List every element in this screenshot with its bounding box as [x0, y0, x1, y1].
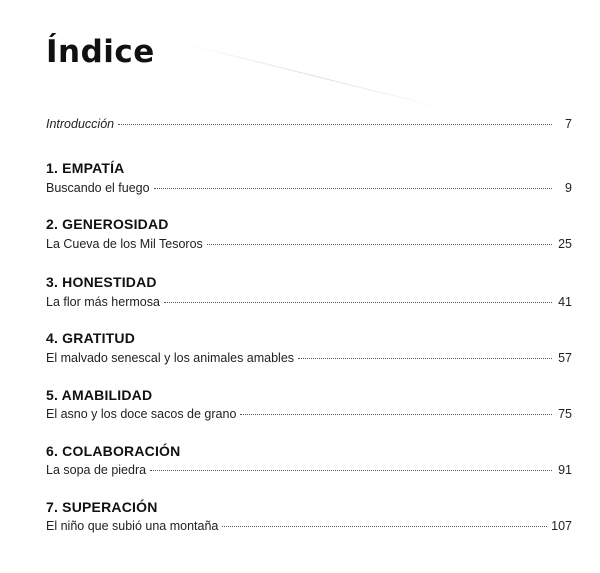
toc-entry-label: Buscando el fuego — [46, 181, 150, 195]
section-heading-colaboracion: 6. COLABORACIÓN — [46, 443, 181, 459]
toc-entry-1[interactable] — [46, 181, 572, 195]
section-heading-empatia: 1. EMPATÍA — [46, 160, 125, 176]
toc-entry-intro[interactable] — [46, 117, 572, 131]
toc-entry-label: El malvado senescal y los animales amables — [46, 351, 295, 365]
toc-entry-label: La Cueva de los Mil Tesoros — [46, 237, 203, 251]
toc-entry-label: El asno y los doce sacos de grano — [46, 407, 237, 421]
toc-page-number: 91 — [558, 463, 572, 477]
dot-leader — [150, 470, 552, 471]
dot-leader — [207, 244, 552, 245]
toc-entry-2[interactable] — [46, 237, 572, 251]
dot-leader — [298, 358, 552, 359]
toc-page-number: 25 — [558, 237, 572, 251]
decorative-line — [180, 42, 452, 111]
toc-entry-6[interactable] — [46, 463, 572, 477]
toc-entry-5[interactable] — [46, 407, 572, 421]
toc-entry-label: El niño que subió una montaña — [46, 519, 219, 533]
dot-leader — [164, 302, 552, 303]
toc-entry-label: La sopa de piedra — [46, 463, 147, 477]
toc-entry-3[interactable] — [46, 295, 572, 309]
section-heading-superacion: 7. SUPERACIÓN — [46, 499, 158, 515]
dot-leader — [118, 124, 552, 125]
toc-page-number: 57 — [558, 351, 572, 365]
toc-page-number: 7 — [565, 117, 572, 131]
section-heading-gratitud: 4. GRATITUD — [46, 330, 136, 346]
section-heading-honestidad: 3. HONESTIDAD — [46, 274, 157, 290]
toc-entry-label: Introducción — [46, 117, 115, 131]
section-heading-amabilidad: 5. AMABILIDAD — [46, 387, 153, 403]
toc-page-number: 75 — [558, 407, 572, 421]
toc-page-number: 107 — [551, 519, 572, 533]
toc-page-number: 9 — [565, 181, 572, 195]
dot-leader — [240, 414, 552, 415]
page-title: Índice — [46, 34, 155, 70]
dot-leader — [154, 188, 552, 189]
dot-leader — [222, 526, 547, 527]
toc-entry-4[interactable] — [46, 351, 572, 365]
toc-entry-7[interactable] — [46, 519, 572, 533]
section-heading-generosidad: 2. GENEROSIDAD — [46, 216, 169, 232]
toc-entry-label: La flor más hermosa — [46, 295, 160, 309]
toc-page-number: 41 — [558, 295, 572, 309]
